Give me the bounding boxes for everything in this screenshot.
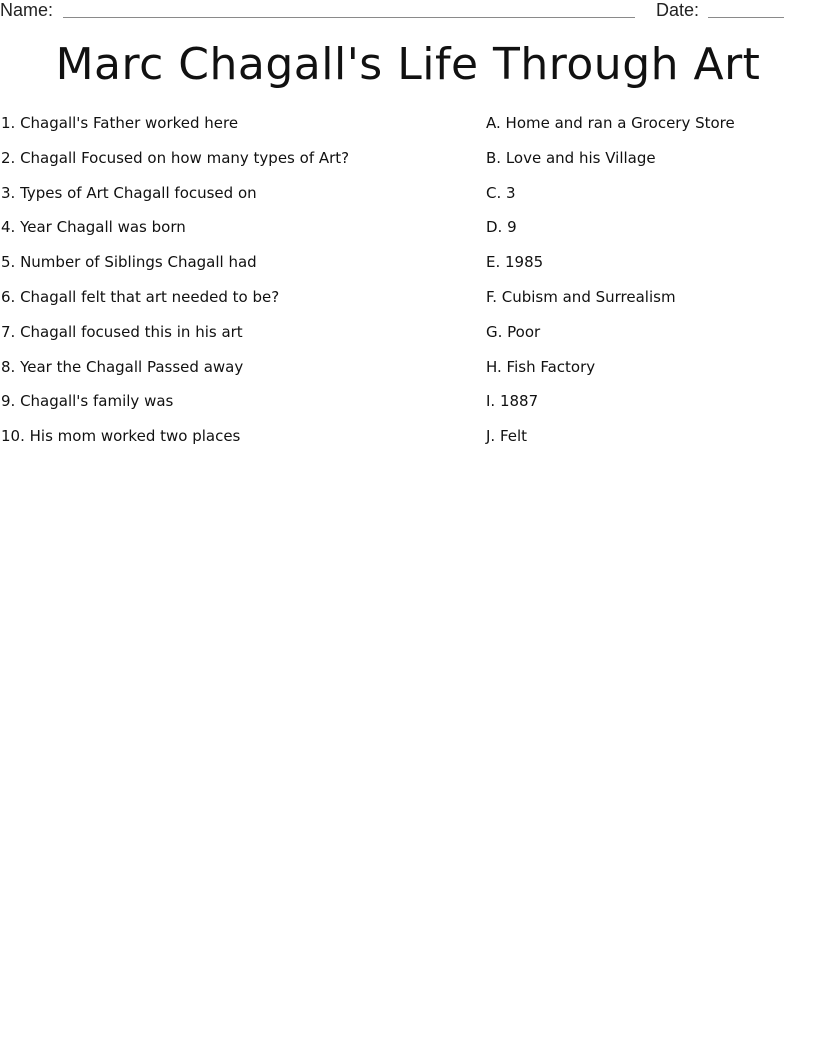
answer-c: C. 3 (486, 183, 516, 202)
matching-row (0, 110, 816, 145)
clue-10: 10. His mom worked two places (1, 427, 241, 446)
matching-row (0, 354, 816, 389)
matching-row (0, 249, 816, 284)
matching-row (0, 423, 816, 458)
name-label: Name: (0, 0, 54, 20)
matching-row (0, 284, 816, 319)
answer-b: B. Love and his Village (486, 148, 656, 167)
date-line (708, 17, 784, 18)
answer-h: H. Fish Factory (486, 357, 596, 376)
answer-g: G. Poor (486, 322, 541, 341)
matching-row (0, 145, 816, 180)
answer-a: A. Home and ran a Grocery Store (486, 114, 735, 132)
clue-4: 4. Year Chagall was born (1, 218, 186, 237)
clue-9: 9. Chagall's family was (1, 392, 174, 411)
name-line (63, 17, 635, 18)
matching-row (0, 180, 816, 215)
clue-3: 3. Types of Art Chagall focused on (1, 183, 257, 202)
matching-list (0, 110, 816, 458)
clue-5: 5. Number of Siblings Chagall had (1, 253, 257, 272)
clue-1: 1. Chagall's Father worked here (1, 114, 239, 132)
page-title: Marc Chagall's Life Through Art (55, 39, 761, 90)
matching-row (0, 388, 816, 423)
matching-row (0, 214, 816, 249)
header (0, 0, 816, 22)
answer-j: J. Felt (486, 427, 528, 446)
answer-e: E. 1985 (486, 253, 544, 272)
clue-7: 7. Chagall focused this in his art (1, 322, 243, 341)
answer-i: I. 1887 (486, 392, 539, 411)
answer-d: D. 9 (486, 218, 517, 237)
answer-f: F. Cubism and Surrealism (486, 287, 676, 306)
date-label: Date: (656, 0, 700, 20)
clue-2: 2. Chagall Focused on how many types of Art? (1, 148, 350, 167)
clue-8: 8. Year the Chagall Passed away (1, 357, 244, 376)
clue-6: 6. Chagall felt that art needed to be? (1, 287, 280, 306)
matching-row (0, 319, 816, 354)
